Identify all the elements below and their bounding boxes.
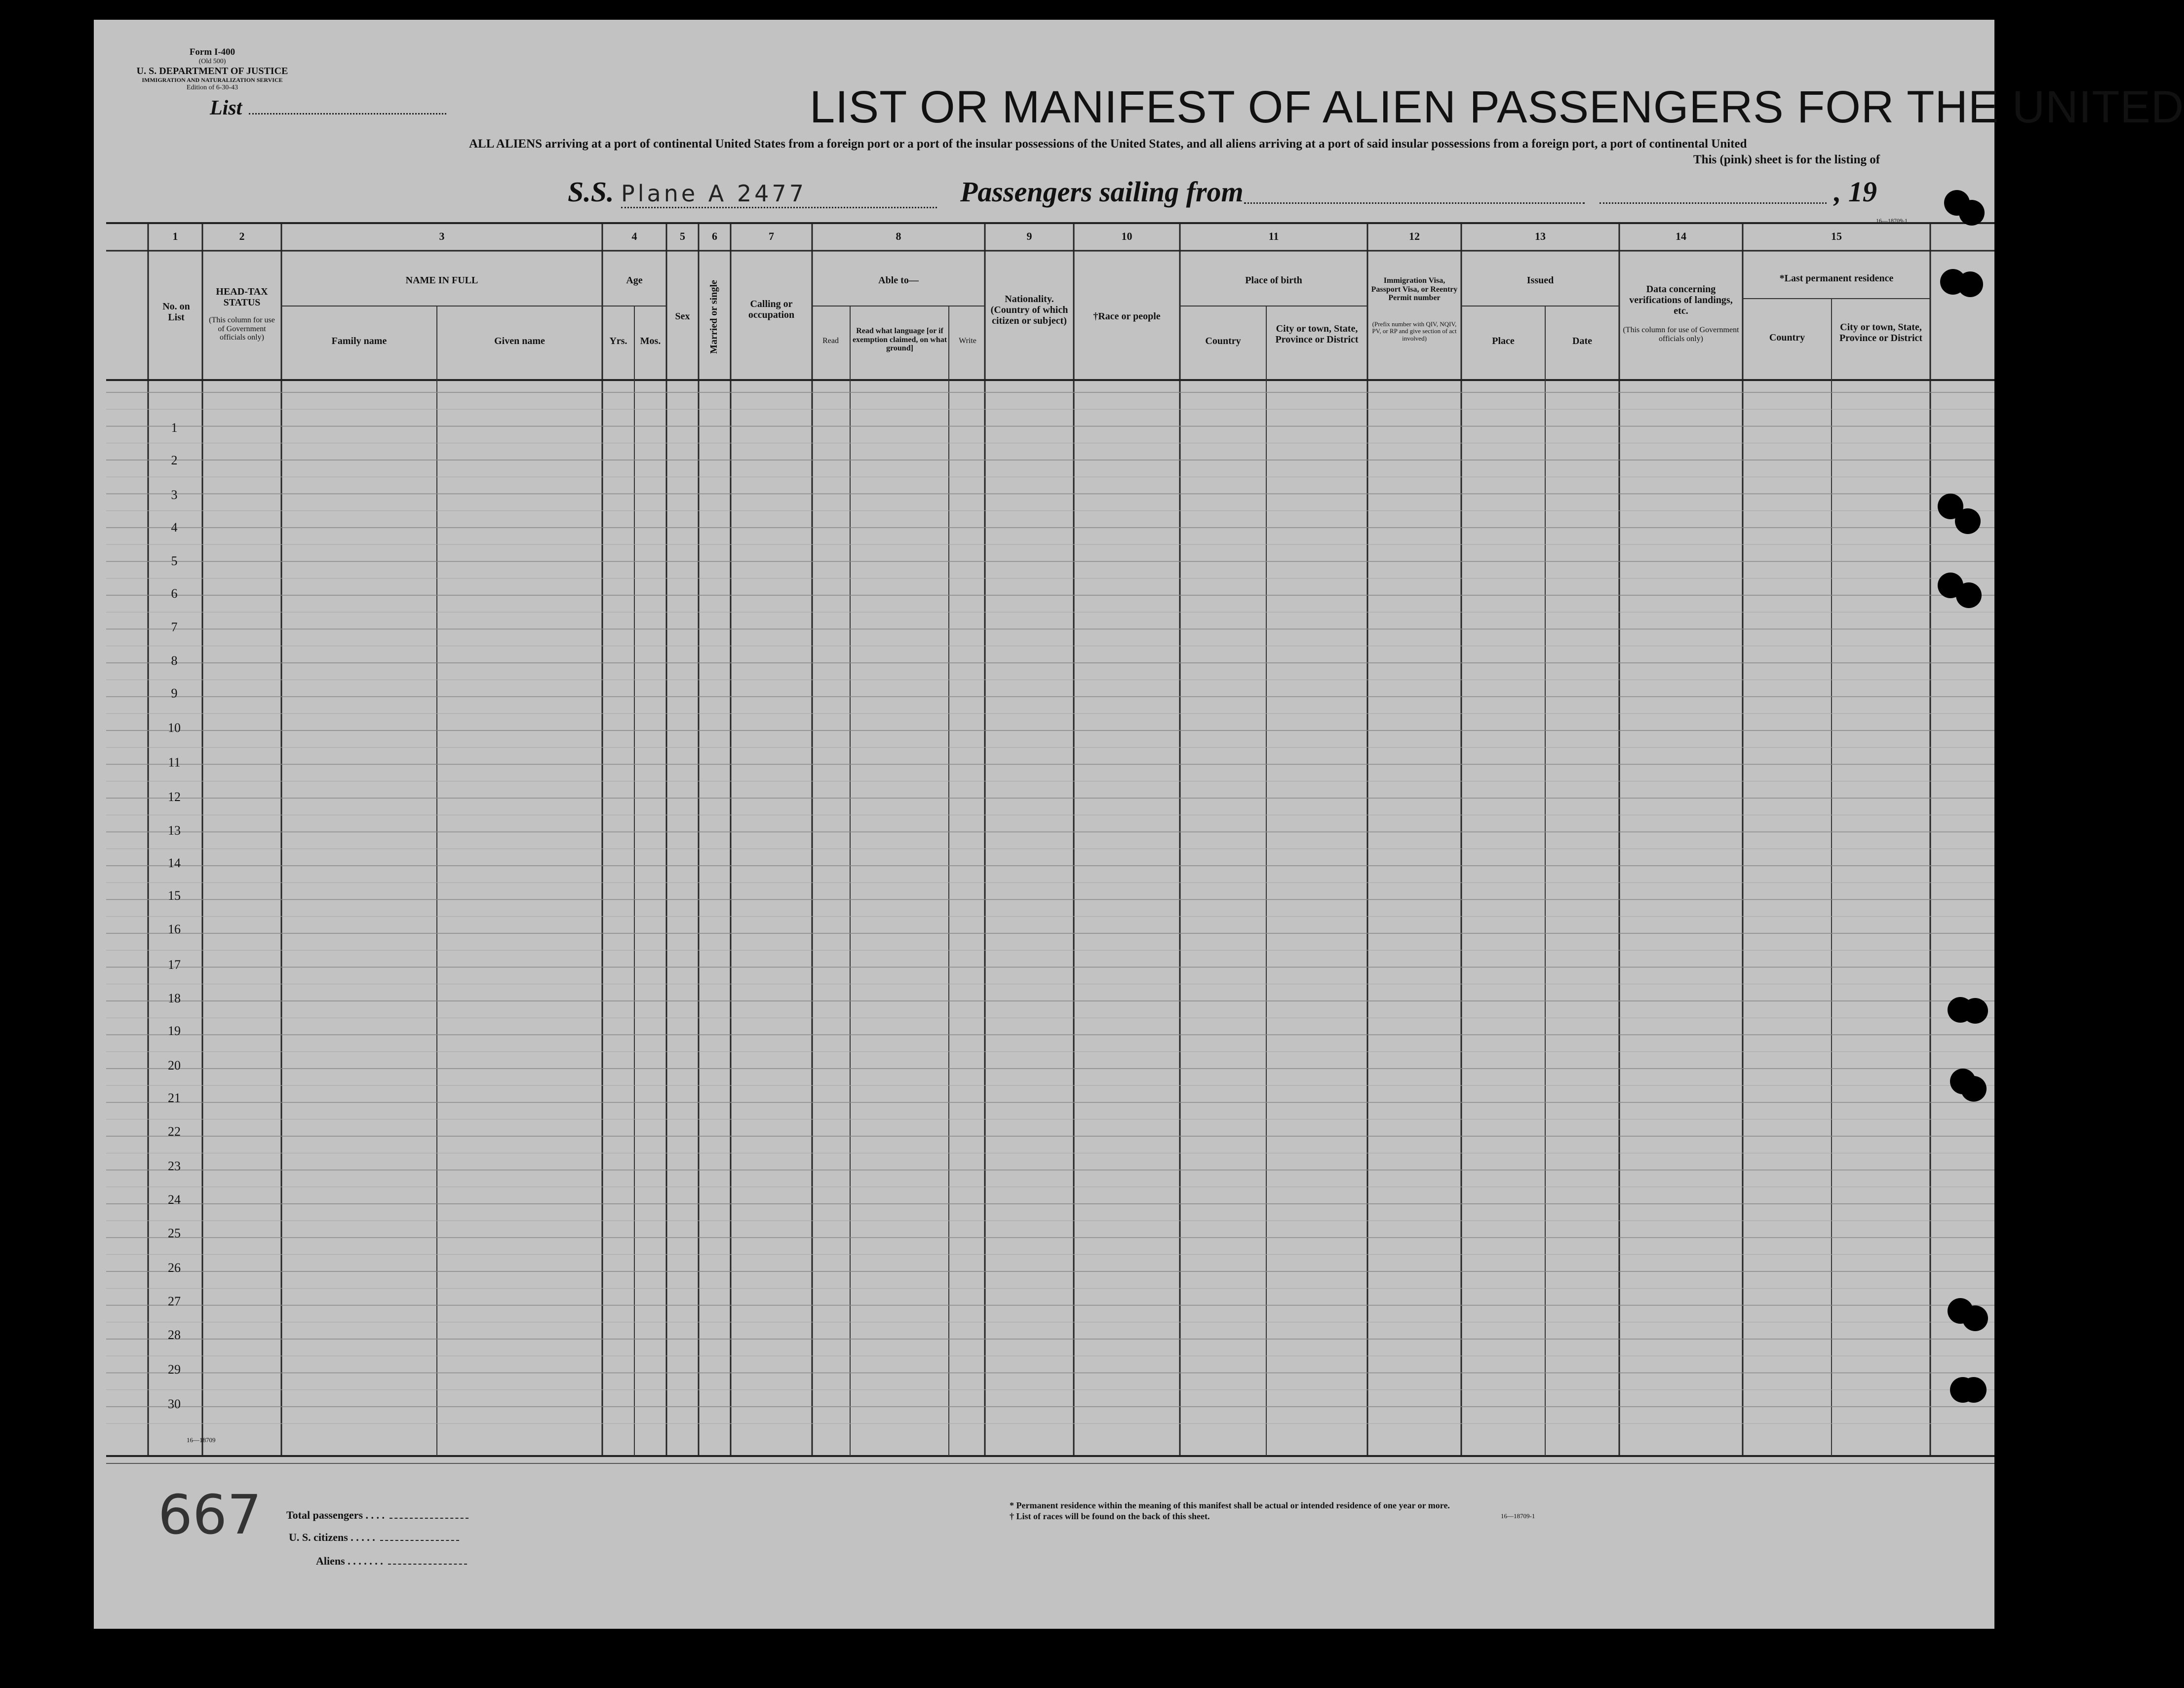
row-number: 22 bbox=[168, 1124, 181, 1139]
row-number: 25 bbox=[168, 1226, 181, 1240]
hdr-data-concerning: Data concerning verifications of landings, etc. bbox=[1629, 284, 1733, 316]
hdr-sex: Sex bbox=[675, 311, 690, 322]
row-number: 28 bbox=[168, 1328, 181, 1342]
row-number: 27 bbox=[168, 1294, 181, 1308]
footnote-races: † List of races will be found on the back of this sheet. bbox=[1010, 1511, 1210, 1521]
hdr-place-of-birth: Place of birth bbox=[1245, 275, 1302, 286]
punch-hole bbox=[1961, 1076, 1987, 1102]
hdr-write: Write bbox=[959, 337, 976, 345]
punch-hole bbox=[1962, 998, 1988, 1024]
us-citizens-field[interactable] bbox=[380, 1540, 459, 1541]
hdr-read: Read bbox=[822, 337, 839, 345]
row-number: 18 bbox=[168, 991, 181, 1005]
header-code: 16—18709-1 bbox=[1876, 217, 1908, 224]
row-number: 19 bbox=[168, 1024, 181, 1038]
row-number: 26 bbox=[168, 1261, 181, 1275]
hdr-place: Place bbox=[1492, 336, 1515, 346]
col-num-3: 3 bbox=[439, 230, 445, 242]
row-number: 7 bbox=[171, 620, 178, 634]
row-number: 24 bbox=[168, 1192, 181, 1207]
row-number: 17 bbox=[168, 958, 181, 972]
instructions-line-1: ALL ALIENS arriving at a port of continental United States from a foreign port or a port of the insular possessions of the United States, and all aliens arriving at a port of said insular possessions from a foreign port, a port of continental United bbox=[469, 137, 1747, 151]
col-num-9: 9 bbox=[1026, 230, 1032, 242]
row-number: 21 bbox=[168, 1091, 181, 1105]
hdr-head-tax: HEAD-TAX STATUS bbox=[216, 286, 268, 308]
sailing-from-label: Passengers sailing from bbox=[960, 176, 1244, 208]
punch-hole bbox=[1961, 1377, 1987, 1403]
col-num-2: 2 bbox=[239, 230, 245, 242]
hdr-country: Country bbox=[1205, 336, 1241, 346]
total-passengers-line: Total passengers . . . . bbox=[286, 1509, 468, 1522]
row-number: 20 bbox=[168, 1058, 181, 1073]
row-number: 16 bbox=[168, 922, 181, 936]
instructions-line-2: This (pink) sheet is for the listing of bbox=[1693, 153, 1880, 166]
us-citizens-line: U. S. citizens . . . . . bbox=[289, 1531, 459, 1544]
footnote-permanent-residence: * Permanent residence within the meaning of this manifest shall be actual or intended residence of one year or more. bbox=[1010, 1500, 1450, 1510]
edition: Edition of 6-30-43 bbox=[186, 83, 238, 91]
year-label: , 19 bbox=[1834, 176, 1877, 208]
row-number: 10 bbox=[168, 721, 181, 735]
punch-hole bbox=[1956, 582, 1982, 608]
col-num-4: 4 bbox=[631, 230, 637, 242]
hdr-issued: Issued bbox=[1526, 275, 1554, 286]
hdr-name-in-full: NAME IN FULL bbox=[405, 275, 478, 286]
hdr-race: †Race or people bbox=[1093, 311, 1161, 322]
total-passengers-label: Total passengers bbox=[286, 1509, 363, 1521]
row-number: 6 bbox=[171, 586, 178, 601]
hdr-city-town: City or town, State, Province or District bbox=[1275, 323, 1359, 345]
table-code: 16—18709 bbox=[187, 1436, 216, 1444]
hdr-yrs: Yrs. bbox=[609, 336, 627, 346]
hdr-no-on-list: No. on List bbox=[162, 301, 190, 323]
hdr-age: Age bbox=[626, 275, 643, 286]
us-citizens-label: U. S. citizens bbox=[289, 1531, 348, 1543]
col-num-15: 15 bbox=[1831, 230, 1842, 242]
ship-prefix: S.S. bbox=[568, 176, 614, 208]
row-number: 13 bbox=[168, 823, 181, 838]
col-num-10: 10 bbox=[1121, 230, 1132, 242]
col-num-6: 6 bbox=[712, 230, 717, 242]
hdr-city-town-2: City or town, State, Province or District bbox=[1839, 322, 1923, 344]
row-number: 29 bbox=[168, 1362, 181, 1377]
list-label: List bbox=[210, 97, 242, 119]
form-number: Form I-400 bbox=[189, 47, 235, 57]
hdr-last-residence: *Last permanent residence bbox=[1779, 273, 1894, 284]
hdr-visa: Immigration Visa, Passport Visa, or Reentry Permit number bbox=[1371, 276, 1458, 303]
col-num-8: 8 bbox=[896, 230, 901, 242]
col-num-7: 7 bbox=[769, 230, 774, 242]
aliens-field[interactable] bbox=[388, 1564, 467, 1565]
col-num-13: 13 bbox=[1535, 230, 1546, 242]
hdr-able-to: Able to— bbox=[878, 275, 919, 286]
hdr-country-2: Country bbox=[1769, 332, 1805, 343]
department: U. S. DEPARTMENT OF JUSTICE bbox=[136, 65, 288, 77]
ship-name-field[interactable]: Plane A 2477 bbox=[621, 180, 937, 208]
row-number: 2 bbox=[171, 453, 178, 467]
aliens-label: Aliens bbox=[316, 1555, 345, 1567]
row-number: 4 bbox=[171, 520, 178, 535]
hdr-head-tax-note: (This column for use of Government officials only) bbox=[209, 316, 275, 342]
col-num-1: 1 bbox=[172, 230, 178, 242]
row-number: 8 bbox=[171, 653, 178, 668]
row-number: 5 bbox=[171, 554, 178, 568]
footer-code: 16—18709-1 bbox=[1501, 1512, 1535, 1520]
hdr-family-name: Family name bbox=[331, 336, 387, 346]
punch-hole bbox=[1955, 508, 1981, 534]
hdr-mos: Mos. bbox=[640, 336, 661, 346]
col-num-11: 11 bbox=[1268, 230, 1279, 242]
row-number: 23 bbox=[168, 1159, 181, 1173]
col-num-14: 14 bbox=[1676, 230, 1686, 242]
hdr-married-single: Married or single bbox=[708, 280, 719, 354]
row-number: 1 bbox=[171, 421, 178, 435]
row-number: 30 bbox=[168, 1397, 181, 1411]
hdr-nationality: Nationality. (Country of which citizen or subject) bbox=[990, 294, 1068, 326]
page-title: LIST OR MANIFEST OF ALIEN PASSENGERS FOR THE UNITED bbox=[810, 82, 2184, 132]
row-number: 3 bbox=[171, 488, 178, 502]
row-number: 12 bbox=[168, 790, 181, 804]
hdr-visa-note: (Prefix number with QIV, NQIV, PV, or RP and give section of act involved) bbox=[1372, 320, 1457, 342]
hdr-read-language: Read what language [or if exemption claimed, on what ground] bbox=[852, 327, 947, 353]
hdr-given-name: Given name bbox=[494, 336, 545, 346]
hdr-data-note: (This column for use of Government officials only) bbox=[1623, 326, 1739, 343]
hdr-calling: Calling or occupation bbox=[748, 299, 795, 320]
row-number: 9 bbox=[171, 686, 178, 700]
total-passengers-field[interactable] bbox=[390, 1518, 468, 1519]
service: IMMIGRATION AND NATURALIZATION SERVICE bbox=[142, 76, 283, 83]
punch-hole bbox=[1962, 1305, 1988, 1331]
old-form-number: (Old 500) bbox=[198, 57, 226, 65]
hdr-date: Date bbox=[1572, 336, 1592, 346]
col-num-12: 12 bbox=[1409, 230, 1420, 242]
row-number: 11 bbox=[168, 755, 181, 769]
row-number: 15 bbox=[168, 888, 181, 903]
aliens-line: Aliens . . . . . . . bbox=[316, 1555, 467, 1568]
row-number: 14 bbox=[168, 856, 181, 870]
col-num-5: 5 bbox=[680, 230, 685, 242]
punch-hole bbox=[1959, 200, 1985, 226]
punch-hole bbox=[1957, 271, 1983, 297]
handwritten-number: 667 bbox=[158, 1483, 262, 1546]
